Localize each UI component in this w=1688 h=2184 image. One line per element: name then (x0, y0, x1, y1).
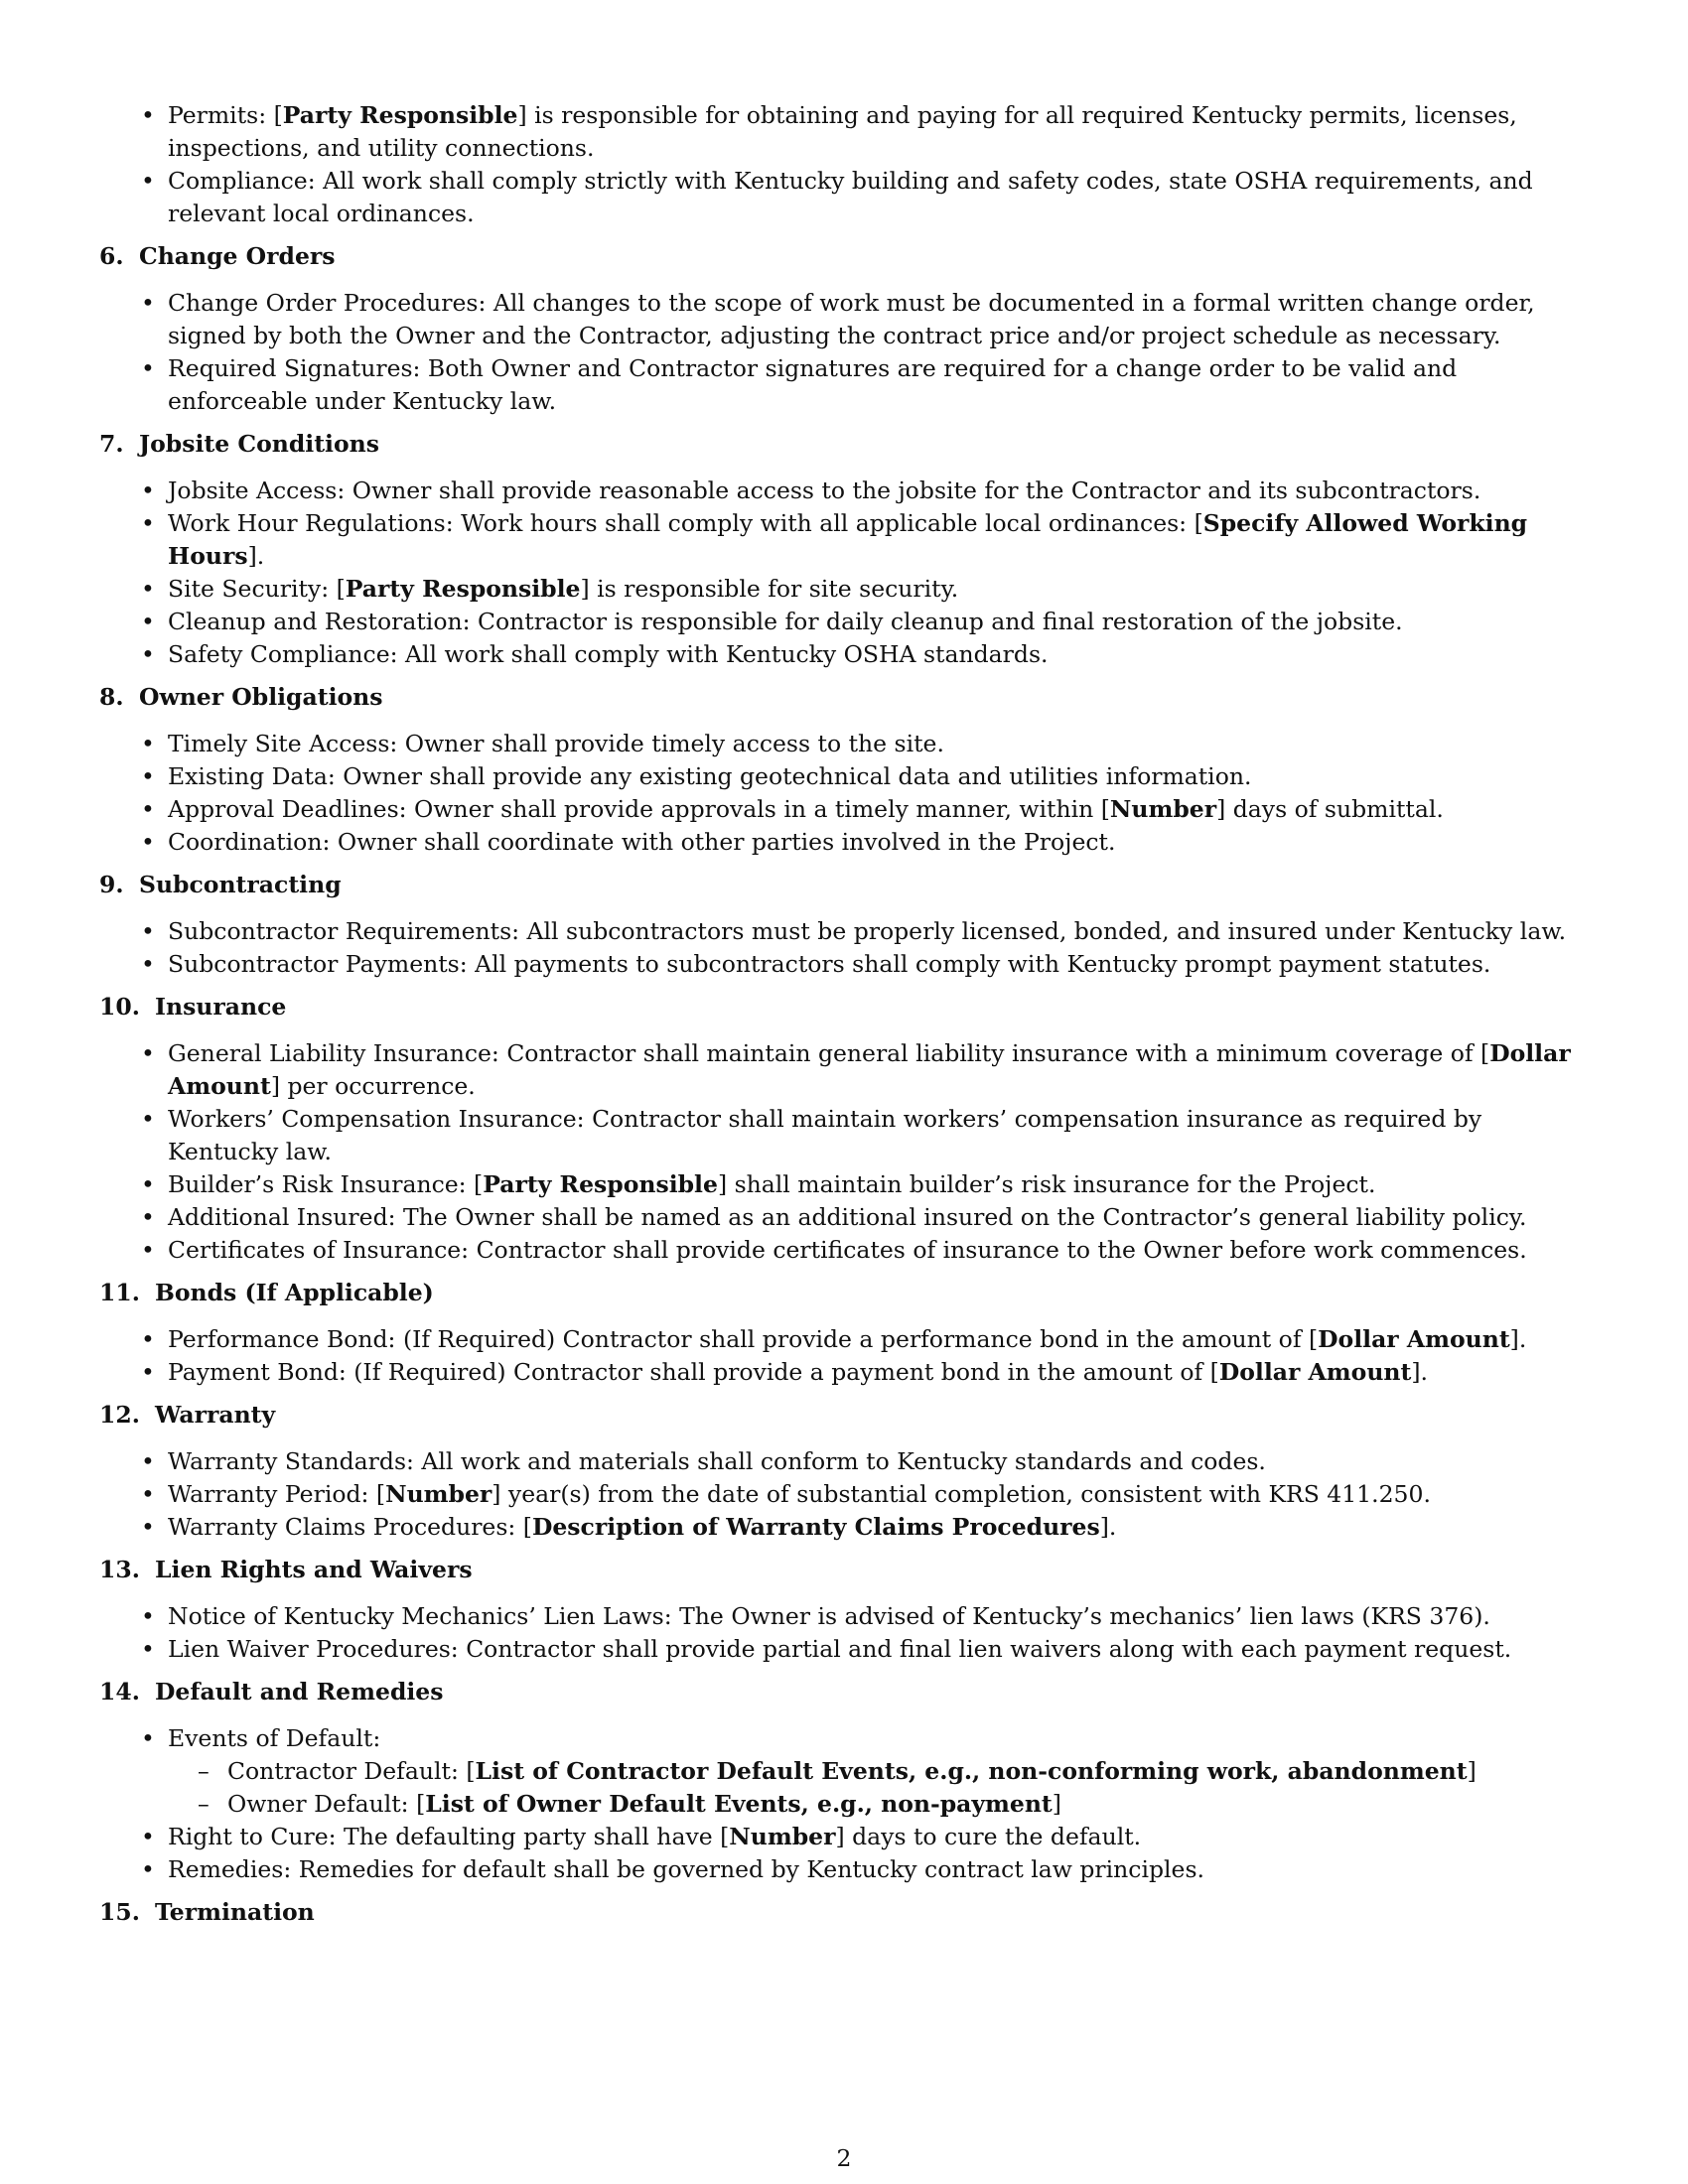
section-heading (99, 428, 1589, 461)
item-label: Lien Waiver Procedures: (168, 1635, 459, 1663)
list-item: • Subcontractor Payments: All payments to subcontractors shall comply with Kentucky prompt payment statutes. (99, 948, 1589, 981)
item-label: Owner Default: (227, 1790, 409, 1818)
section-number: 14. (99, 1678, 140, 1706)
list-item: • Builder’s Risk Insurance: [Party Responsible] shall maintain builder’s risk insurance for the Project. (99, 1168, 1589, 1201)
placeholder-field: Dollar Amount (168, 1039, 1571, 1100)
item-label: Builder’s Risk Insurance: (168, 1170, 467, 1198)
item-label: Subcontractor Requirements: (168, 917, 520, 945)
item-label: Required Signatures: (168, 354, 421, 382)
section-number: 9. (99, 871, 124, 898)
list-item (99, 1722, 1589, 1821)
section-title: Change Orders (139, 242, 336, 270)
section-heading (99, 1896, 1589, 1929)
section-list (99, 728, 1589, 859)
section-title: Subcontracting (139, 871, 342, 898)
placeholder-field: Number (1109, 795, 1217, 823)
item-label: Cleanup and Restoration: (168, 608, 471, 635)
item-label: Coordination: (168, 828, 331, 856)
list-item: • Cleanup and Restoration: Contractor is responsible for daily cleanup and final restoration of the jobsite. (99, 606, 1589, 638)
section-list (99, 287, 1589, 418)
item-label: General Liability Insurance: (168, 1039, 499, 1067)
section-number: 10. (99, 993, 140, 1021)
list-item: • Right to Cure: The defaulting party shall have [Number] days to cure the default. (99, 1821, 1589, 1853)
section-list (99, 475, 1589, 671)
list-item: • Notice of Kentucky Mechanics’ Lien Laws: The Owner is advised of Kentucky’s mechanics’ lien laws (KRS 376). (99, 1600, 1589, 1633)
list-item: • Additional Insured: The Owner shall be named as an additional insured on the Contractor’s general liability policy. (99, 1201, 1589, 1234)
item-label: Timely Site Access: (168, 730, 398, 757)
list-item: • Lien Waiver Procedures: Contractor shall provide partial and final lien waivers along with each payment request. (99, 1633, 1589, 1666)
list-item: • Existing Data: Owner shall provide any existing geotechnical data and utilities information. (99, 760, 1589, 793)
section-list (99, 1323, 1589, 1389)
placeholder-field: Dollar Amount (1218, 1358, 1412, 1386)
placeholder-field: Specify Allowed Working Hours (168, 509, 1528, 570)
section-number: 13. (99, 1556, 140, 1583)
placeholder-field: Number (729, 1823, 836, 1850)
list-item: • Required Signatures: Both Owner and Contractor signatures are required for a change order to be valid and enforceable under Kentucky law. (99, 352, 1589, 418)
section-title: Owner Obligations (139, 683, 383, 711)
item-label: Subcontractor Payments: (168, 950, 468, 978)
list-item: • Performance Bond: (If Required) Contractor shall provide a performance bond in the amount of [Dollar Amount]. (99, 1323, 1589, 1356)
section-heading (99, 681, 1589, 714)
placeholder-field: Description of Warranty Claims Procedures (531, 1513, 1100, 1541)
placeholder-field: Party Responsible (345, 575, 581, 603)
section-list (99, 1037, 1589, 1267)
item-label: Payment Bond: (168, 1358, 347, 1386)
item-label: Notice of Kentucky Mechanics’ Lien Laws: (168, 1602, 672, 1630)
item-label: Contractor Default: (227, 1757, 459, 1785)
section-heading (99, 1277, 1589, 1309)
item-label: Right to Cure: (168, 1823, 337, 1850)
item-label: Safety Compliance: (168, 640, 398, 668)
item-label: Warranty Claims Procedures: (168, 1513, 516, 1541)
section-list (99, 1445, 1589, 1544)
item-label: Work Hour Regulations: (168, 509, 454, 537)
section-list (99, 915, 1589, 981)
item-label: Permits: (168, 101, 267, 129)
page-number: 2 (836, 2144, 852, 2172)
list-item: • Subcontractor Requirements: All subcontractors must be properly licensed, bonded, and insured under Kentucky law. (99, 915, 1589, 948)
list-item: • Compliance: All work shall comply strictly with Kentucky building and safety codes, state OSHA requirements, and relevant local ordinances. (99, 165, 1589, 230)
placeholder-field: Number (385, 1480, 492, 1508)
item-label: Additional Insured: (168, 1203, 396, 1231)
section-number: 12. (99, 1401, 140, 1429)
list-item: • Permits: [Party Responsible] is responsible for obtaining and paying for all required Kentucky permits, licenses, inspections, and utility connections. (99, 99, 1589, 165)
list-item: • Workers’ Compensation Insurance: Contractor shall maintain workers’ compensation insurance as required by Kentucky law. (99, 1103, 1589, 1168)
placeholder-field: Party Responsible (282, 101, 518, 129)
section-number: 7. (99, 430, 124, 458)
section-heading (99, 240, 1589, 273)
list-item: • Change Order Procedures: All changes to the scope of work must be documented in a formal written change order, signed by both the Owner and the Contractor, adjusting the contract price and/or project schedule as necessary. (99, 287, 1589, 352)
placeholder-field: List of Owner Default Events, e.g., non-payment (425, 1790, 1053, 1818)
item-label: Performance Bond: (168, 1325, 396, 1353)
section-title: Lien Rights and Waivers (155, 1556, 473, 1583)
list-item: • Warranty Claims Procedures: [Description of Warranty Claims Procedures]. (99, 1511, 1589, 1544)
list-item: • Safety Compliance: All work shall comply with Kentucky OSHA standards. (99, 638, 1589, 671)
section-list (99, 1600, 1589, 1666)
section-list (99, 1722, 1589, 1886)
list-item: • Jobsite Access: Owner shall provide reasonable access to the jobsite for the Contractor and its subcontractors. (99, 475, 1589, 507)
item-label: Certificates of Insurance: (168, 1236, 470, 1264)
list-item: • Warranty Period: [Number] year(s) from the date of substantial completion, consistent with KRS 411.250. (99, 1478, 1589, 1511)
section-number: 15. (99, 1898, 140, 1926)
item-label: Change Order Procedures: (168, 289, 487, 317)
document-body (99, 99, 1589, 1943)
list-item: • Work Hour Regulations: Work hours shall comply with all applicable local ordinances: [Specify Allowed Working Hours]. (99, 507, 1589, 573)
section-heading (99, 869, 1589, 901)
sub-list-item: – Owner Default: [List of Owner Default Events, e.g., non-payment] (168, 1788, 1589, 1821)
list-item: • Timely Site Access: Owner shall provide timely access to the site. (99, 728, 1589, 760)
item-label: Approval Deadlines: (168, 795, 407, 823)
sub-list (168, 1755, 1589, 1821)
section-heading (99, 1676, 1589, 1708)
section-heading (99, 1554, 1589, 1586)
list-item: • Warranty Standards: All work and materials shall conform to Kentucky standards and codes. (99, 1445, 1589, 1478)
item-label: Existing Data: (168, 762, 336, 790)
section-heading (99, 1399, 1589, 1432)
item-label: Workers’ Compensation Insurance: (168, 1105, 585, 1133)
item-label: Site Security: (168, 575, 330, 603)
section-title: Bonds (If Applicable) (155, 1279, 434, 1306)
section-number: 11. (99, 1279, 140, 1306)
placeholder-field: Dollar Amount (1318, 1325, 1510, 1353)
item-label: Jobsite Access: (168, 477, 346, 504)
list-item: • Remedies: Remedies for default shall be governed by Kentucky contract law principles. (99, 1853, 1589, 1886)
item-label: Events of Default: (168, 1724, 381, 1752)
section-heading (99, 991, 1589, 1024)
item-label: Warranty Standards: (168, 1447, 414, 1475)
list-item: • Approval Deadlines: Owner shall provide approvals in a timely manner, within [Number] days of submittal. (99, 793, 1589, 826)
section-title: Jobsite Conditions (139, 430, 379, 458)
placeholder-field: List of Contractor Default Events, e.g., non-conforming work, abandonment (475, 1757, 1468, 1785)
list-item: • Coordination: Owner shall coordinate with other parties involved in the Project. (99, 826, 1589, 859)
section-title: Termination (155, 1898, 315, 1926)
list-item: • Certificates of Insurance: Contractor shall provide certificates of insurance to the Owner before work commences. (99, 1234, 1589, 1267)
placeholder-field: Party Responsible (483, 1170, 718, 1198)
item-label: Compliance: (168, 167, 316, 195)
list-item: • Payment Bond: (If Required) Contractor shall provide a payment bond in the amount of [Dollar Amount]. (99, 1356, 1589, 1389)
section-title: Warranty (155, 1401, 276, 1429)
list-item: • General Liability Insurance: Contractor shall maintain general liability insurance with a minimum coverage of [Dollar Amount] per occurrence. (99, 1037, 1589, 1103)
preamble-list (99, 99, 1589, 230)
sub-list-item: – Contractor Default: [List of Contractor Default Events, e.g., non-conforming work, abandonment] (168, 1755, 1589, 1788)
section-number: 6. (99, 242, 124, 270)
section-title: Insurance (155, 993, 287, 1021)
item-label: Remedies: (168, 1855, 292, 1883)
list-item: • Site Security: [Party Responsible] is responsible for site security. (99, 573, 1589, 606)
item-label: Warranty Period: (168, 1480, 369, 1508)
section-title: Default and Remedies (155, 1678, 444, 1706)
section-number: 8. (99, 683, 124, 711)
